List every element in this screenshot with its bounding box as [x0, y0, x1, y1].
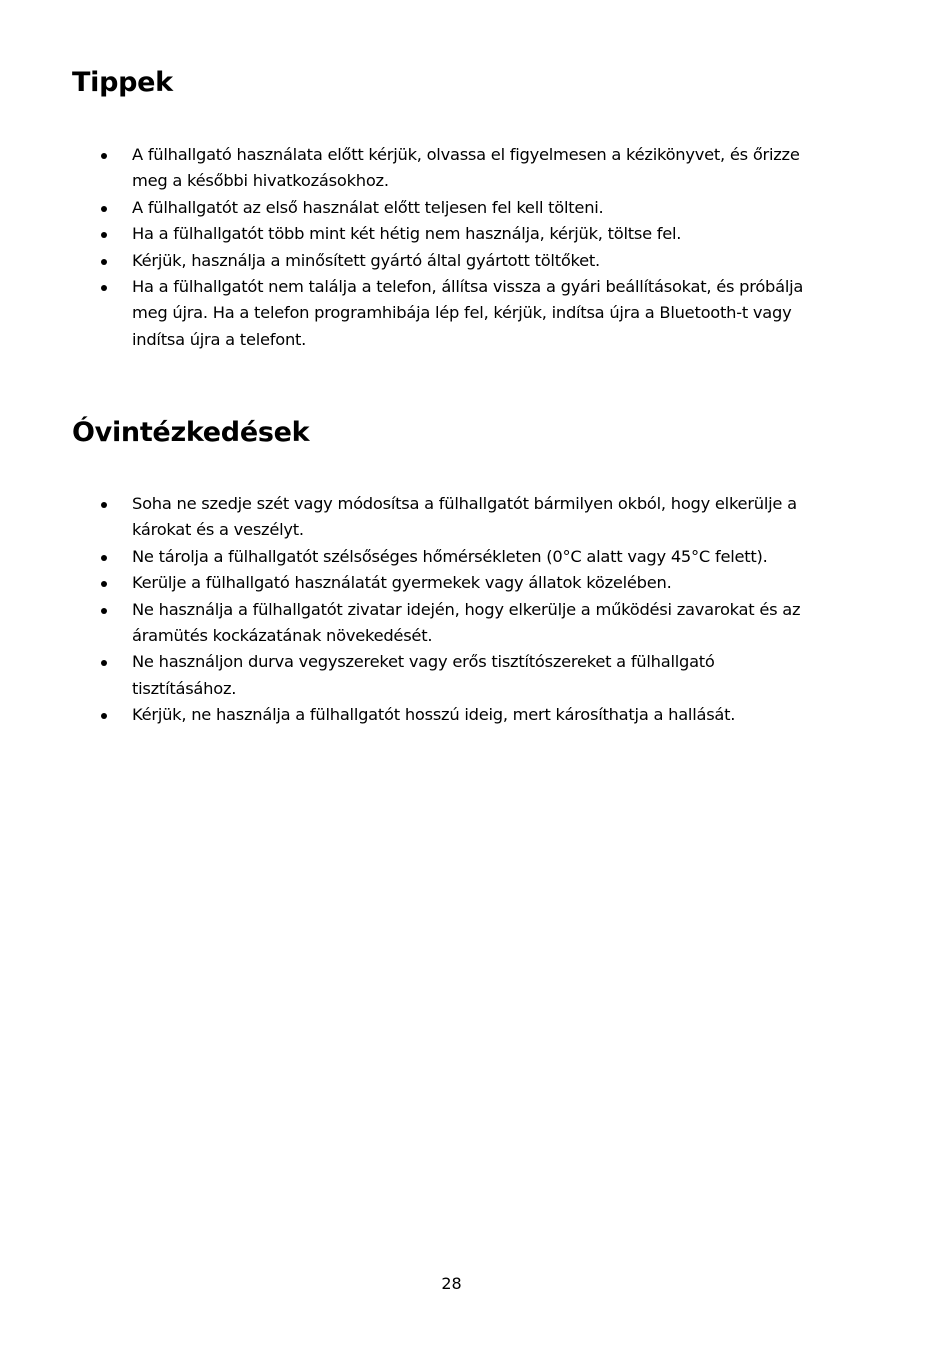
list-item [0, 570, 822, 596]
list-item-text: A fülhallgató használata előtt kérjük, olvassa el figyelmesen a kézikönyvet, és őrizze meg a későbbi hivatkozásokhoz. [132, 145, 800, 191]
tips-list [0, 142, 950, 353]
list-item [0, 491, 822, 544]
list-item [0, 544, 822, 570]
page-number: 28 [441, 1274, 462, 1293]
list-item-text: Ne használja a fülhallgatót zivatar idején, hogy elkerülje a működési zavarokat és az áramütés kockázatának növekedését. [132, 599, 801, 646]
list-item-text: Kérjük, ne használja a fülhallgatót hosszú ideig, mert károsíthatja a hallását. [132, 705, 736, 725]
bullet-icon [101, 608, 107, 614]
bullet-icon [101, 555, 107, 561]
precautions-list [0, 491, 950, 729]
bullet-icon [101, 713, 107, 719]
list-item-text: A fülhallgatót az első használat előtt teljesen fel kell tölteni. [132, 197, 604, 217]
list-item [0, 195, 822, 221]
list-item-text: Ha a fülhallgatót több mint két hétig nem használja, kérjük, töltse fel. [132, 224, 682, 244]
list-item-text: Ne tárolja a fülhallgatót szélsőséges hőmérsékleten (0°C alatt vagy 45°C felett). [132, 546, 768, 566]
section-title-precautions: Óvintézkedések [72, 417, 310, 448]
bullet-icon [101, 259, 107, 265]
bullet-icon [101, 581, 107, 587]
list-item [0, 142, 822, 195]
bullet-icon [101, 153, 107, 159]
list-item [0, 597, 822, 650]
list-item [0, 221, 822, 247]
list-item-text: Ne használjon durva vegyszereket vagy erős tisztítószereket a fülhallgató tisztításához. [132, 652, 715, 698]
bullet-icon [101, 285, 107, 291]
list-item-text: Ha a fülhallgatót nem találja a telefon, állítsa vissza a gyári beállításokat, és próbálja meg újra. Ha a telefon programhibája lép fel, kérjük, indítsa újra a Bluetooth-t vagy indítsa újra a telefont. [132, 277, 804, 349]
bullet-icon [101, 232, 107, 238]
bullet-icon [101, 206, 107, 212]
section-title-tips: Tippek [72, 67, 173, 98]
list-item [0, 649, 822, 702]
list-item [0, 702, 822, 728]
list-item-text: Kerülje a fülhallgató használatát gyermekek vagy állatok közelében. [132, 573, 672, 593]
list-item [0, 248, 822, 274]
list-item-text: Kérjük, használja a minősített gyártó által gyártott töltőket. [132, 250, 600, 270]
bullet-icon [101, 502, 107, 508]
list-item [0, 274, 822, 353]
bullet-icon [101, 660, 107, 666]
list-item-text: Soha ne szedje szét vagy módosítsa a fülhallgatót bármilyen okból, hogy elkerülje a károkat és a veszélyt. [132, 494, 797, 540]
